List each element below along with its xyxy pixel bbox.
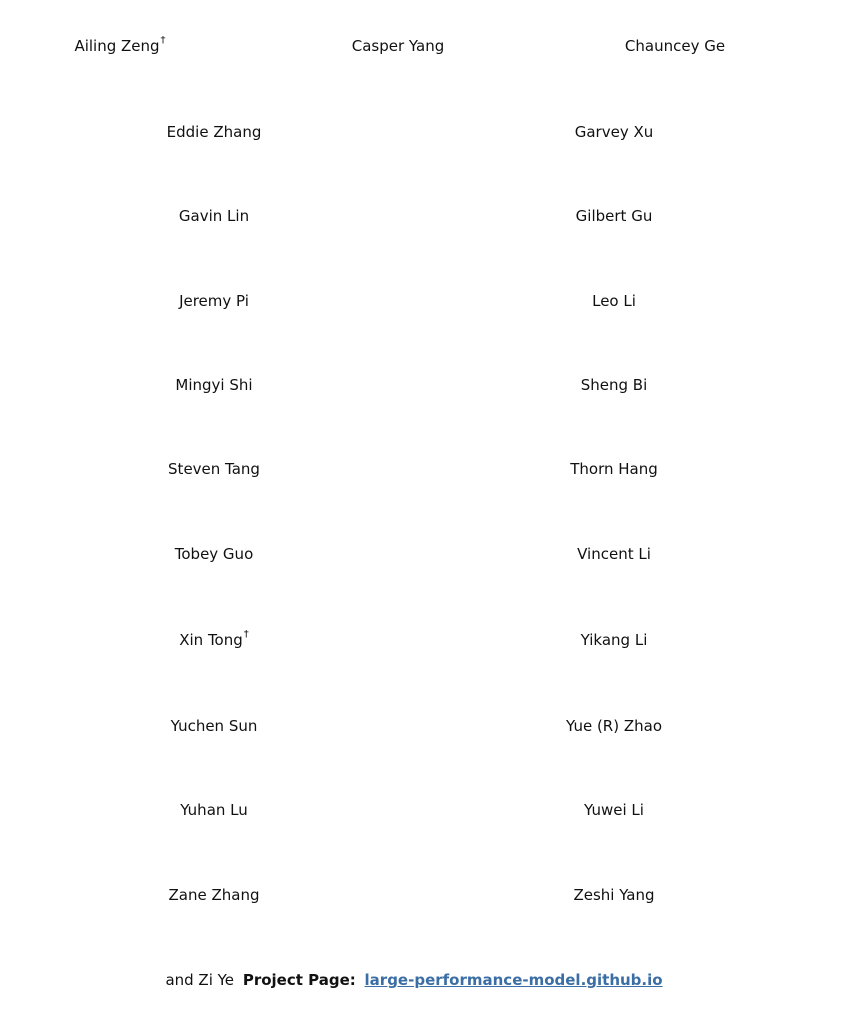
author-name <box>167 122 262 142</box>
author-name-text: Zane Zhang <box>168 886 260 904</box>
author-name-text: Tobey Guo <box>174 545 254 563</box>
author-name <box>175 375 252 395</box>
author-name-text: Gilbert Gu <box>575 207 653 225</box>
author-name-text: Zeshi Yang <box>573 886 655 904</box>
author-name <box>581 630 648 650</box>
author-name <box>625 36 725 56</box>
author-name-text: Steven Tang <box>168 460 260 478</box>
author-name-text: Mingyi Shi <box>175 376 253 394</box>
author-name-text: Chauncey Ge <box>624 37 726 55</box>
author-name-text: Jeremy Pi <box>179 292 249 310</box>
author-name-text: Sheng Bi <box>580 376 648 394</box>
author-name <box>179 630 249 650</box>
author-name <box>180 800 248 820</box>
author-name-text: Yikang Li <box>580 631 648 649</box>
author-name-text: Garvey Xu <box>574 123 654 141</box>
author-name-text: Yuchen Sun <box>170 717 258 735</box>
author-name-text: Vincent Li <box>577 545 651 563</box>
author-name <box>169 885 260 905</box>
author-name <box>175 544 254 564</box>
author-name-text: Yuhan Lu <box>180 801 248 819</box>
author-name-text: Leo Li <box>592 292 636 310</box>
footer-line <box>165 970 662 990</box>
author-name-text: Yuwei Li <box>584 801 644 819</box>
author-name-text: Gavin Lin <box>178 207 250 225</box>
project-page-link[interactable]: large-performance-model.github.io <box>364 971 663 989</box>
author-name <box>576 206 653 226</box>
project-page-label: Project Page: <box>242 971 356 989</box>
final-author: and Zi Ye <box>165 971 235 989</box>
author-name-text: Eddie Zhang <box>166 123 262 141</box>
author-name-text: Ailing Zeng <box>74 37 160 55</box>
author-name <box>168 459 260 479</box>
dagger-mark: † <box>243 629 249 640</box>
author-name <box>179 206 249 226</box>
author-name <box>566 716 662 736</box>
author-name-text: Casper Yang <box>351 37 445 55</box>
author-name <box>74 36 165 56</box>
author-name <box>570 459 658 479</box>
author-name <box>592 291 636 311</box>
dagger-mark: † <box>160 35 166 46</box>
author-name-text: Xin Tong <box>179 631 243 649</box>
author-name <box>179 291 249 311</box>
author-name <box>575 122 654 142</box>
author-name-text: Yue (R) Zhao <box>566 717 662 735</box>
author-name <box>577 544 651 564</box>
author-name <box>352 36 444 56</box>
author-name-text: Thorn Hang <box>570 460 658 478</box>
author-name <box>584 800 644 820</box>
author-name <box>171 716 258 736</box>
author-name <box>581 375 648 395</box>
author-name <box>573 885 654 905</box>
